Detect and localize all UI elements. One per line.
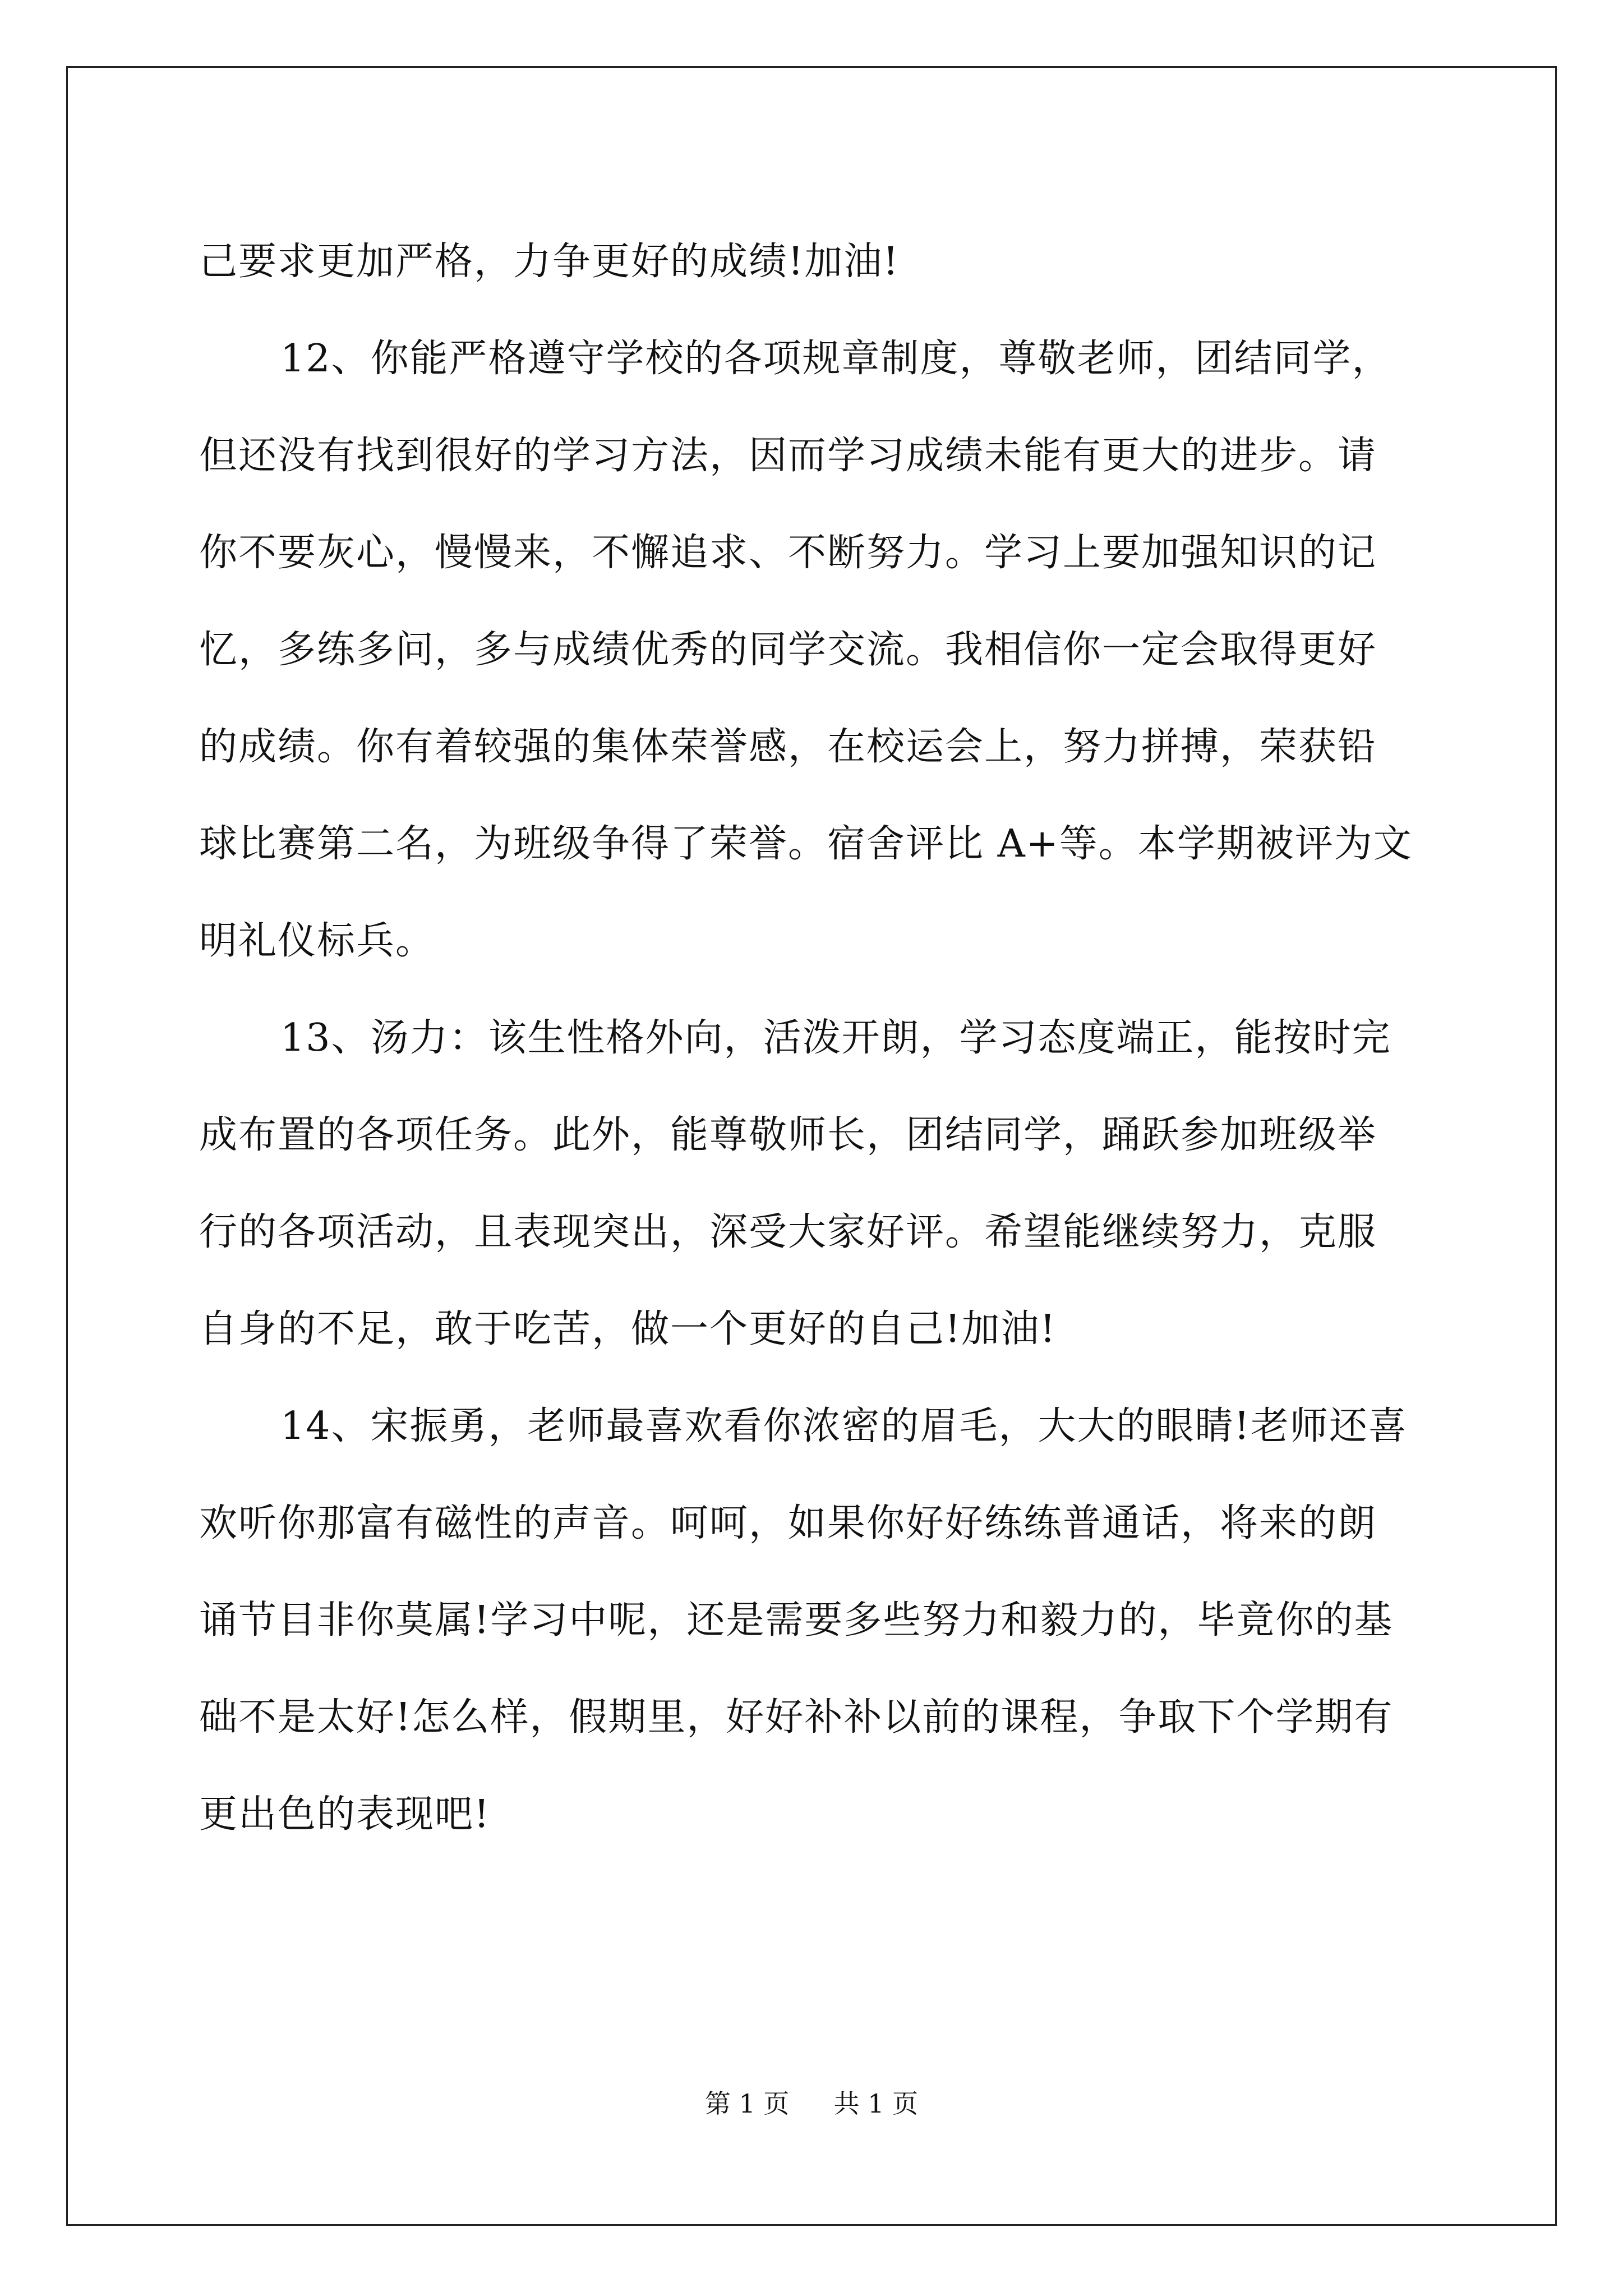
page-number-current: 第 1 页 xyxy=(704,2088,790,2119)
text-line: 明礼仪标兵。 xyxy=(199,919,435,963)
text-line: 行的各项活动，且表现突出，深受大家好评。希望能继续努力，克服 xyxy=(199,1210,1377,1254)
text-line: 础不是太好!怎么样，假期里，好好补补以前的课程，争取下个学期有 xyxy=(199,1695,1394,1740)
text-line: 成布置的各项任务。此外，能尊敬师长，团结同学，踊跃参加班级举 xyxy=(199,1113,1377,1157)
text-line: 自身的不足，敢于吃苦，做一个更好的自己!加油! xyxy=(199,1307,1057,1351)
text-line: 更出色的表现吧! xyxy=(199,1792,491,1837)
document-body xyxy=(199,213,1422,1863)
text-line: 但还没有找到很好的学习方法，因而学习成绩未能有更大的进步。请 xyxy=(199,434,1377,478)
paragraph-12-start: 12、你能严格遵守学校的各项规章制度，尊敬老师，团结同学， xyxy=(280,337,1391,381)
text-line: 欢听你那富有磁性的声音。呵呵，如果你好好练练普通话，将来的朗 xyxy=(199,1501,1377,1545)
text-line: 己要求更加严格，力争更好的成绩!加油! xyxy=(199,240,900,284)
page-footer xyxy=(0,2087,1623,2120)
text-line: 球比赛第二名，为班级争得了荣誉。宿舍评比 A+等。本学期被评为文 xyxy=(199,822,1413,866)
text-line: 的成绩。你有着较强的集体荣誉感，在校运会上，努力拼搏，荣获铅 xyxy=(199,725,1377,769)
page-number-total: 共 1 页 xyxy=(833,2088,919,2119)
text-line: 忆，多练多问，多与成绩优秀的同学交流。我相信你一定会取得更好 xyxy=(199,628,1377,672)
text-line: 诵节目非你莫属!学习中呢，还是需要多些努力和毅力的，毕竟你的基 xyxy=(199,1598,1394,1642)
text-line: 你不要灰心，慢慢来，不懈追求、不断努力。学习上要加强知识的记 xyxy=(199,531,1377,575)
paragraph-13-start: 13、汤力：该生性格外向，活泼开朗，学习态度端正，能按时完 xyxy=(280,1016,1391,1060)
paragraph-14-start: 14、宋振勇，老师最喜欢看你浓密的眉毛，大大的眼睛!老师还喜 xyxy=(280,1404,1408,1448)
